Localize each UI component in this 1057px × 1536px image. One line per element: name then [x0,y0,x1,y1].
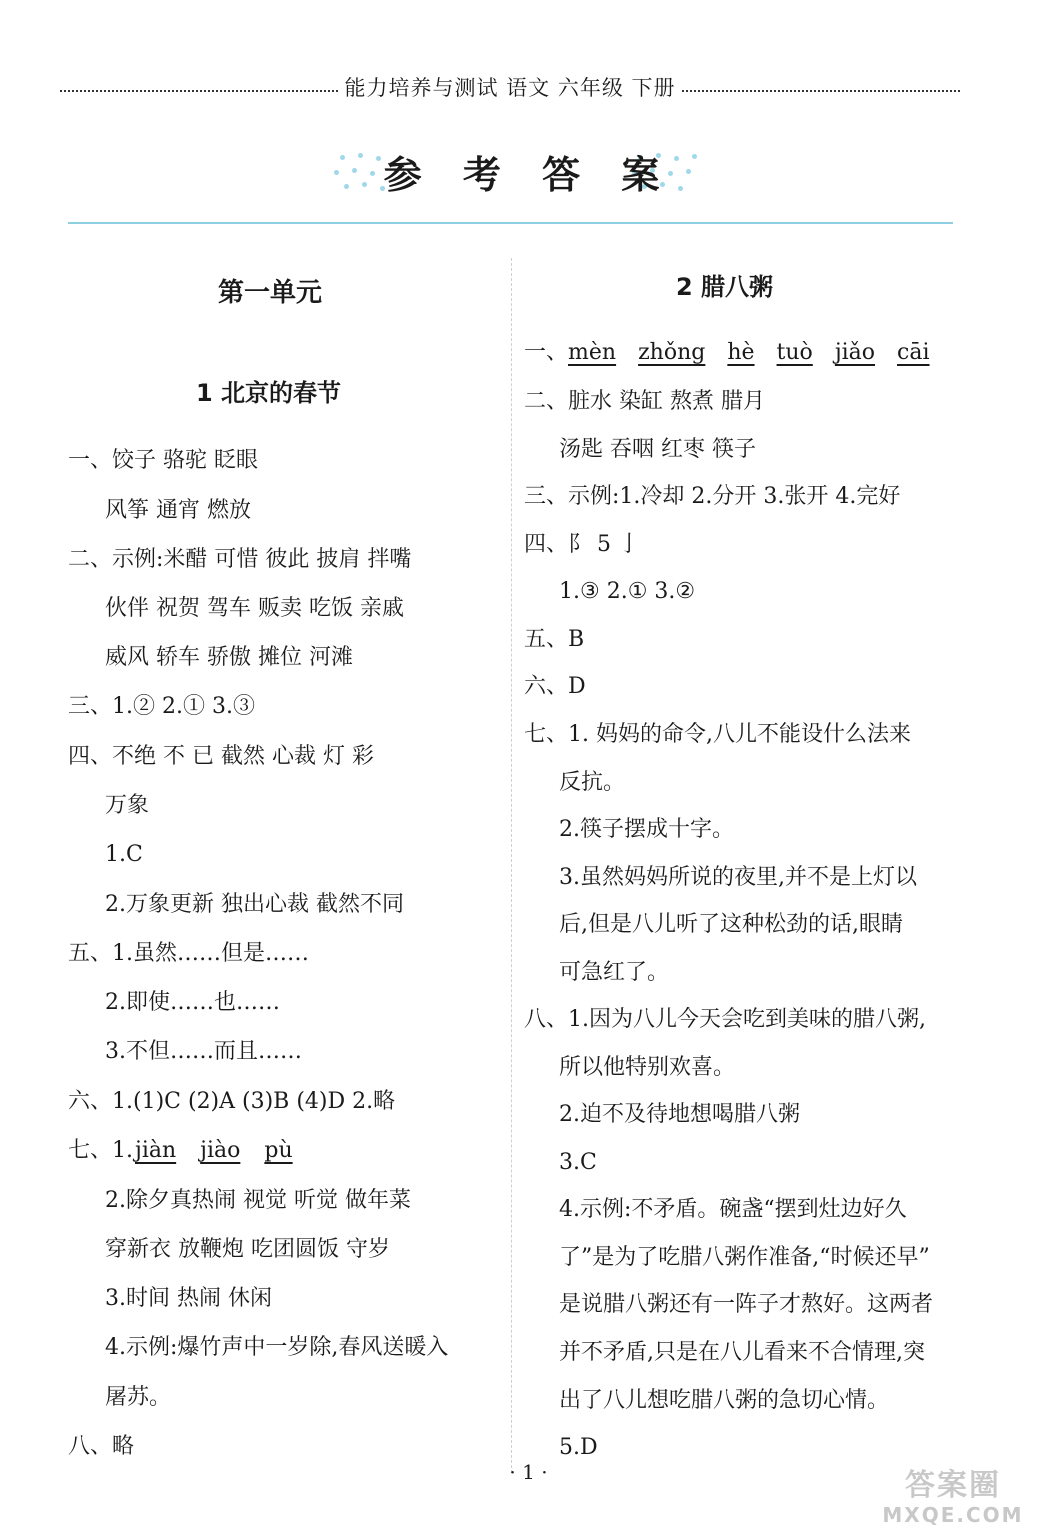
answer-line: 伙伴 祝贺 驾车 贩卖 吃饭 亲戚 [105,596,404,621]
answer-line: 出了八儿想吃腊八粥的急切心情。 [559,1388,890,1413]
answer-line: 是说腊八粥还有一阵子才熬好。这两者 [559,1292,934,1317]
page-title: 参 考 答 案 [383,153,674,197]
answer-line: 四、不绝 不 已 截然 心裁 灯 彩 [68,744,374,769]
answer-line: 反抗。 [559,770,626,795]
answer-line: 威风 轿车 骄傲 摊位 河滩 [105,645,353,670]
answer-line: 1.③ 2.① 3.② [559,579,696,604]
answer-line: 六、1.(1)C (2)A (3)B (4)D 2.略 [68,1089,396,1114]
answer-line: 风筝 通宵 燃放 [105,498,251,523]
answer-line: 三、示例:1.冷却 2.分开 3.张开 4.完好 [524,484,901,509]
title-rule [68,222,953,224]
answer-line: 万象 [105,793,150,818]
answer-line: 二、脏水 染缸 熬煮 腊月 [524,389,765,414]
answer-line: 2.迫不及待地想喝腊八粥 [559,1102,800,1127]
answer-line: 可急红了。 [559,960,670,985]
header-text: 能力培养与测试 语文 六年级 下册 [344,76,676,100]
question-prefix: 一、 [524,340,569,365]
answer-line: 所以他特别欢喜。 [559,1055,736,1080]
answer-line: 并不矛盾,只是在八儿看来不合情理,突 [559,1340,925,1365]
answer-line: 5.D [559,1435,598,1460]
answer-line: 八、1.因为八儿今天会吃到美味的腊八粥, [524,1007,926,1032]
pinyin-word: jiǎo [834,340,876,365]
running-header [60,70,960,104]
answer-line-pinyin [524,338,930,368]
answer-line: 2.筷子摆成十字。 [559,817,734,842]
question-prefix: 七、1. [68,1138,133,1163]
answer-line: 3.时间 热闹 休闲 [105,1286,272,1311]
answer-line: 七、1. 妈妈的命令,八儿不能设什么法来 [524,722,911,747]
pinyin-word: pù [264,1138,293,1163]
answer-line: 八、略 [68,1434,135,1459]
answer-line: 2.万象更新 独出心裁 截然不同 [105,892,404,917]
answer-line: 四、阝 5 亅 [524,532,640,557]
answer-line: 3.虽然妈妈所说的夜里,并不是上灯以 [559,865,917,890]
answer-line: 屠苏。 [105,1385,172,1410]
answer-line: 了”是为了吃腊八粥作准备,“时候还早” [559,1245,930,1270]
watermark-bottom: MXQE.COM [882,1503,1024,1527]
pinyin-word: cāi [897,340,930,365]
header-dots-left [60,90,338,92]
pinyin-word: mèn [568,340,617,365]
pinyin-word: jiàn [135,1138,177,1163]
watermark-logo [868,1468,1038,1528]
answer-line: 4.示例:不矛盾。碗盏“摆到灶边好久 [559,1197,907,1222]
answer-line: 4.示例:爆竹声中一岁除,春风送暖入 [105,1335,449,1360]
answer-line: 六、D [524,674,586,699]
answer-line: 汤匙 吞咽 红枣 筷子 [559,437,756,462]
pinyin-word: hè [727,340,755,365]
answer-line: 1.C [105,842,143,867]
lesson-title-2: 2 腊八粥 [676,273,774,301]
answer-line: 穿新衣 放鞭炮 吃团圆饭 守岁 [105,1237,390,1262]
watermark-top: 答案圈 [905,1468,1001,1503]
pinyin-word: zhǒng [638,340,706,365]
column-divider [511,258,512,1473]
lesson-title-1: 1 北京的春节 [196,379,342,407]
answer-line: 2.即使……也…… [105,990,280,1015]
header-dots-right [682,90,960,92]
answer-line: 3.C [559,1150,597,1175]
page-number: · 1 · [509,1460,548,1484]
answer-line: 五、B [524,627,585,652]
pinyin-word: tuò [776,340,813,365]
answer-line-pinyin [68,1136,293,1166]
answer-line: 一、饺子 骆驼 眨眼 [68,448,258,473]
answer-line: 三、1.② 2.① 3.③ [68,694,255,719]
answer-line: 二、示例:米醋 可惜 彼此 披肩 拌嘴 [68,547,412,572]
answer-line: 五、1.虽然……但是…… [68,941,309,966]
answer-line: 3.不但……而且…… [105,1039,302,1064]
unit-title: 第一单元 [218,278,323,308]
answer-line: 2.除夕真热闹 视觉 听觉 做年菜 [105,1188,411,1213]
answer-line: 后,但是八儿听了这种松劲的话,眼睛 [559,912,903,937]
pinyin-word: jiào [200,1138,241,1163]
page-title-wrap [0,140,1057,210]
